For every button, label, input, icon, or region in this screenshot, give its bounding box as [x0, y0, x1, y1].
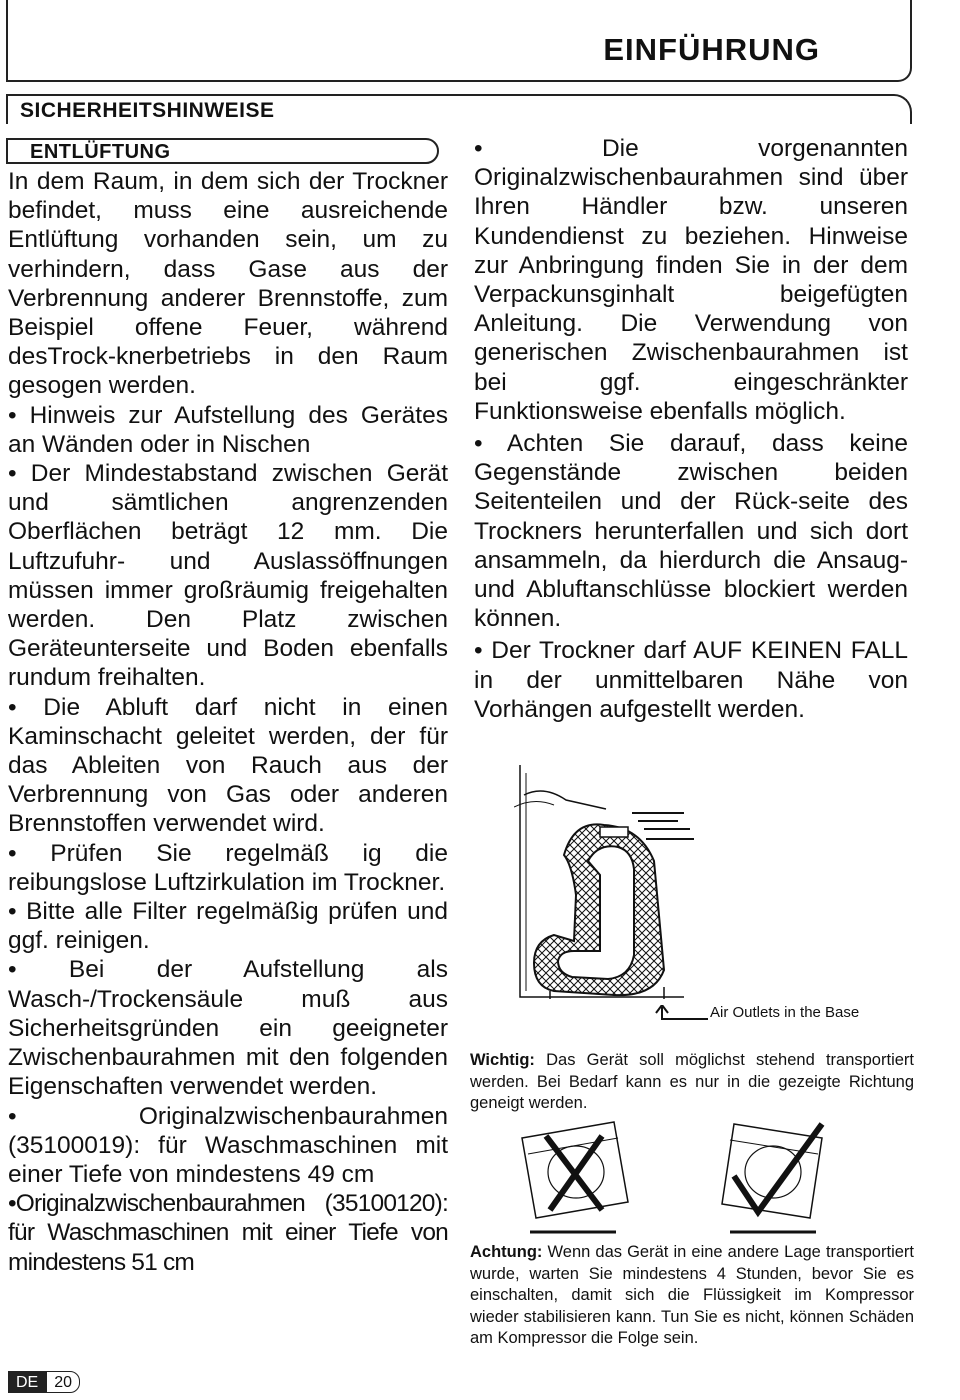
wichtig-text: Das Gerät soll möglichst stehend transportiert werden. Bei Bedarf kann es nur in die gezeigte Richtung geneigt werden.: [470, 1051, 914, 1112]
dryer-cross-section-figure: [514, 765, 704, 1010]
subsection-title: ENTLÜFTUNG: [30, 141, 171, 163]
achtung-text: Wenn das Gerät in eine andere Lage transportiert wurde, warten Sie mindestens 4 Stunden, bevor Sie es einschalten, damit sich die Flüssigkeit im Kompressor wieder stabilisieren kann. Tun Sie es nicht, können Schäden am Kompressor die Folge sein.: [470, 1243, 914, 1347]
bullet-paragraph: •Originalzwischenbaurahmen (35100120): für Waschmaschinen mit einer Tiefe von mindestens 51 cm: [8, 1190, 448, 1276]
language-badge: DE: [8, 1371, 46, 1393]
left-column: [8, 167, 448, 1277]
page-footer: [8, 1371, 80, 1393]
intro-paragraph: In dem Raum, in dem sich der Trockner befindet, muss eine ausreichende Entlüftung vorhanden sein, um zu verhindern, dass Gase aus der Verbrennung anderer Brennstoffe, zum Beispiel offene Feuer, während desTrock-knerbetriebs in den Raum gesogen werden.: [8, 168, 448, 400]
right-column: [474, 134, 908, 727]
bullet-paragraph: • Prüfen Sie regelmäß ig die reibungslose Luftzirkulation im Trockner.: [8, 839, 448, 896]
tilt-correct-figure: [718, 1114, 830, 1234]
tilt-wrong-figure: [518, 1114, 630, 1234]
wichtig-label: Wichtig:: [470, 1051, 535, 1069]
page-title: EINFÜHRUNG: [603, 32, 820, 67]
bullet-paragraph: • Die Abluft darf nicht in einen Kaminschacht geleitet werden, der für das Ableiten von Rauch aus der Verbrennung von Gas oder anderen Brennstoffen verwendet wird.: [8, 693, 448, 838]
wichtig-note: [470, 1050, 914, 1115]
bullet-paragraph: • Originalzwischenbaurahmen (35100019): für Waschmaschinen mit einer Tiefe von mindestens 49 cm: [8, 1102, 448, 1188]
achtung-note: [470, 1242, 914, 1350]
section-title: SICHERHEITSHINWEISE: [20, 99, 275, 122]
bullet-paragraph: • Der Trockner darf AUF KEINEN FALL in der unmittelbaren Nähe von Vorhängen aufgestellt werden.: [474, 637, 908, 723]
bullet-paragraph: • Bei der Aufstellung als Wasch-/Trockensäule muß aus Sicherheitsgründen ein geeigneter Zwischenbaurahmen mit den folgenden Eigenschaften verwendet werden.: [8, 956, 448, 1101]
achtung-label: Achtung:: [470, 1243, 543, 1261]
bullet-paragraph: • Der Mindestabstand zwischen Gerät und sämtlichen angrenzenden Oberflächen beträgt 12 mm. Die Luftzufuhr- und Auslassöffnungen müssen immer großräumig freigehalten werden. Den Platz zwischen Geräteunterseite und Boden ebenfalls rundum freihalten.: [8, 460, 448, 692]
bullet-paragraph: • Die vorgenannten Originalzwischenbaurahmen sind über Ihren Händler bzw. unseren Kundendienst zu beziehen. Hinweise zur Anbringung finden Sie in der dem Verpackunsginhalt beigefügten Anleitung. Die Verwendung von generischen Zwischenbaurahmen ist bei ggf. eingeschränkter Funktionsweise ebenfalls möglich.: [474, 135, 908, 425]
caption-arrow: [650, 1005, 710, 1027]
bullet-paragraph: • Achten Sie darauf, dass keine Gegenstände zwischen beiden Seitenteilen und der Rück-seite des Trockners herunterfallen und sich dort ansammeln, da hierdurch die Ansaug- und Abluftanschlüsse blockiert werden können.: [474, 430, 908, 633]
page-number: 20: [46, 1371, 80, 1393]
bullet-paragraph: • Bitte alle Filter regelmäßig prüfen und ggf. reinigen.: [8, 898, 448, 955]
bullet-paragraph: • Hinweis zur Aufstellung des Gerätes an Wänden oder in Nischen: [8, 401, 448, 458]
figure-caption: Air Outlets in the Base: [710, 1004, 860, 1021]
